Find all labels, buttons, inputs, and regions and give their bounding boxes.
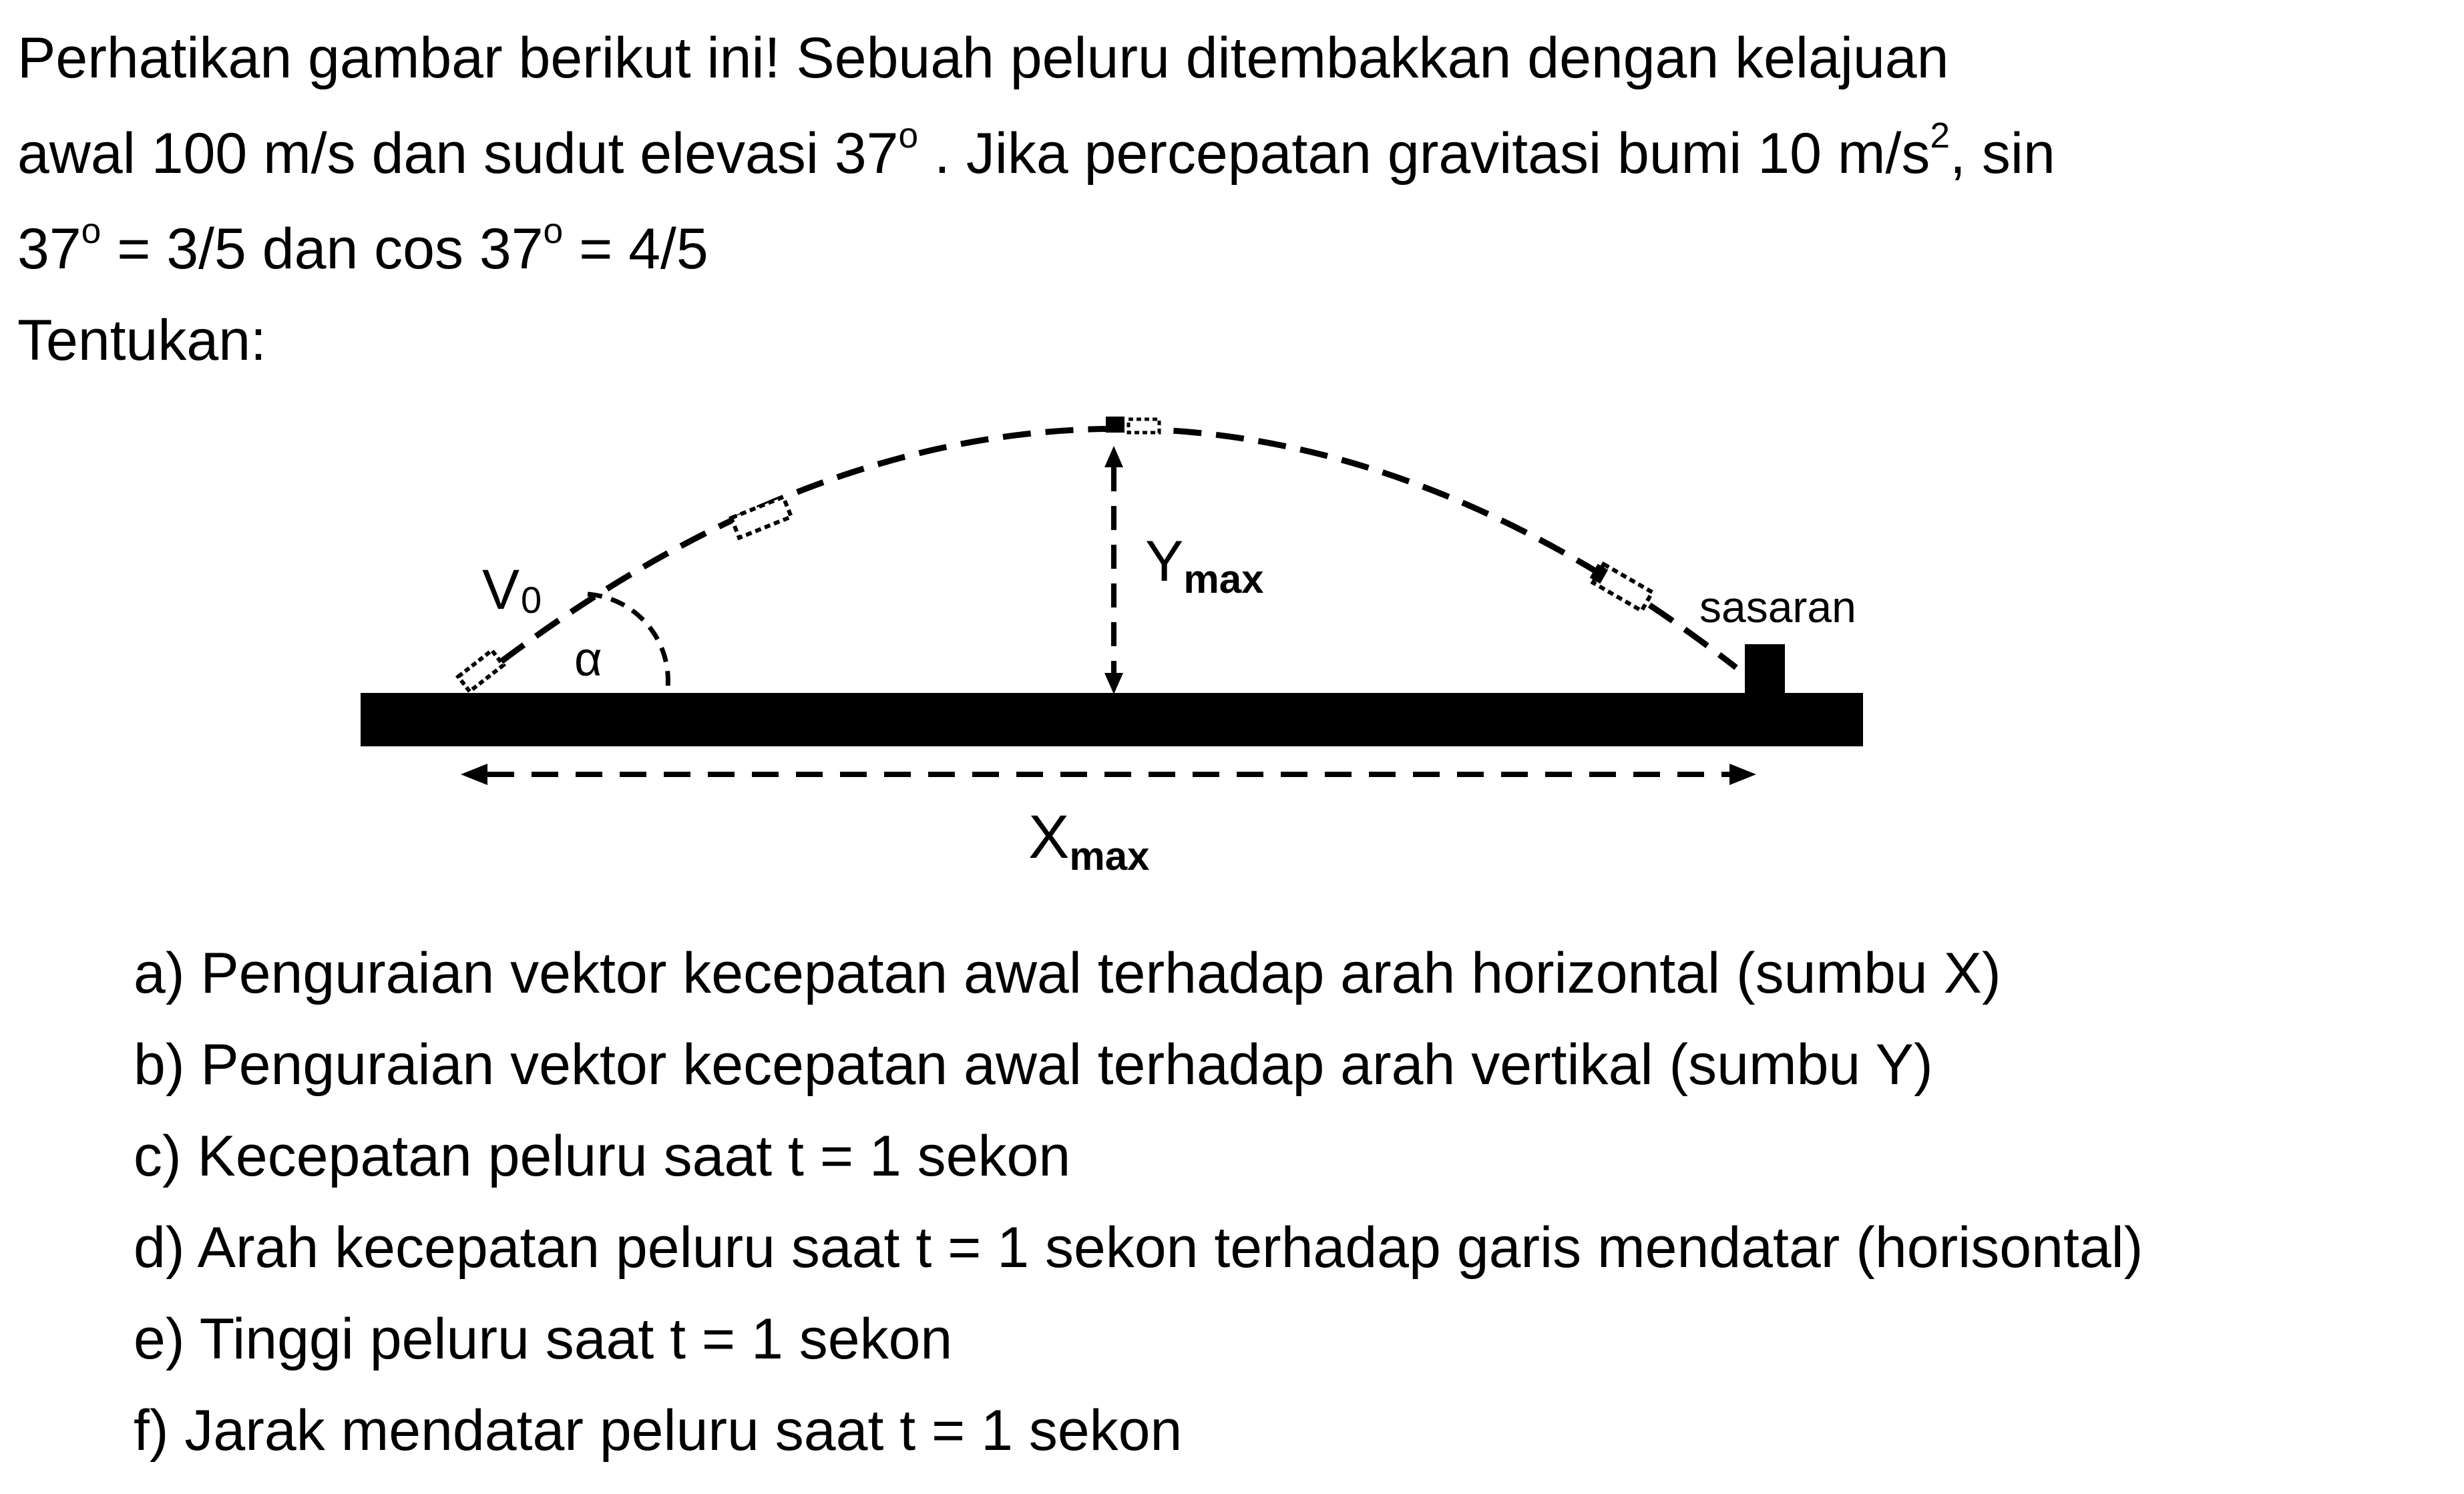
xmax-label: Xmax xyxy=(1028,803,1150,879)
alpha-label: α xyxy=(574,633,602,686)
v0-label: V0 xyxy=(482,558,542,621)
target-block xyxy=(1745,644,1785,698)
question-b: b) Penguraian vektor kecepatan awal terhadap arah vertikal (sumbu Y) xyxy=(134,1033,1933,1097)
degree-sign: o xyxy=(543,212,564,252)
problem-text-2b: . Jika percepatan gravitasi bumi 10 m/s xyxy=(918,121,1930,186)
question-f: f) Jarak mendatar peluru saat t = 1 sekon xyxy=(134,1399,1183,1463)
tentukan-heading: Tentukan: xyxy=(17,308,266,372)
problem-line-2 xyxy=(17,106,2448,202)
degree-sign: o xyxy=(898,116,919,156)
problem-text-1: Perhatikan gambar berikut ini! Sebuah peluru ditembakkan dengan kelajuan xyxy=(17,26,1949,90)
bullet-top-icon xyxy=(1106,417,1159,433)
problem-text-2c: , sin xyxy=(1950,121,2055,186)
squared-sign: 2 xyxy=(1930,116,1950,156)
problem-line-1 xyxy=(17,11,2448,106)
xmax-arrow-head-right xyxy=(1729,764,1756,785)
projectile-diagram xyxy=(0,374,2464,908)
problem-statement xyxy=(17,11,2448,297)
question-list xyxy=(134,928,2444,1477)
question-d: d) Arah kecepatan peluru saat t = 1 sekon terhadap garis mendatar (horisontal) xyxy=(134,1216,2143,1280)
ymax-arrow-head-down xyxy=(1104,673,1123,694)
problem-line-3 xyxy=(17,202,2448,297)
problem-text-2a: awal 100 m/s dan sudut elevasi 37 xyxy=(17,121,899,186)
xmax-arrow-head-left xyxy=(461,764,487,785)
bullet-launch-icon xyxy=(458,650,503,691)
problem-text-3a: 37 xyxy=(17,217,81,281)
ground-bar xyxy=(361,693,1863,746)
problem-text-3c: = 4/5 xyxy=(563,217,708,281)
ymax-label: $Y_{max}$ xyxy=(1145,529,1264,601)
degree-sign: o xyxy=(81,212,101,252)
question-e: e) Tinggi peluru saat t = 1 sekon xyxy=(134,1307,953,1371)
problem-text-3b: = 3/5 dan cos 37 xyxy=(101,217,544,281)
bullet-rising-icon xyxy=(731,497,791,537)
question-a: a) Penguraian vektor kecepatan awal terhadap arah horizontal (sumbu X) xyxy=(134,941,2001,1005)
trajectory-path xyxy=(467,429,1736,688)
ymax-arrow-head-up xyxy=(1104,446,1123,467)
bullet-descending-icon xyxy=(1589,561,1653,611)
target-label: sasaran xyxy=(1699,582,1856,632)
question-c: c) Kecepatan peluru saat t = 1 sekon xyxy=(134,1124,1071,1188)
